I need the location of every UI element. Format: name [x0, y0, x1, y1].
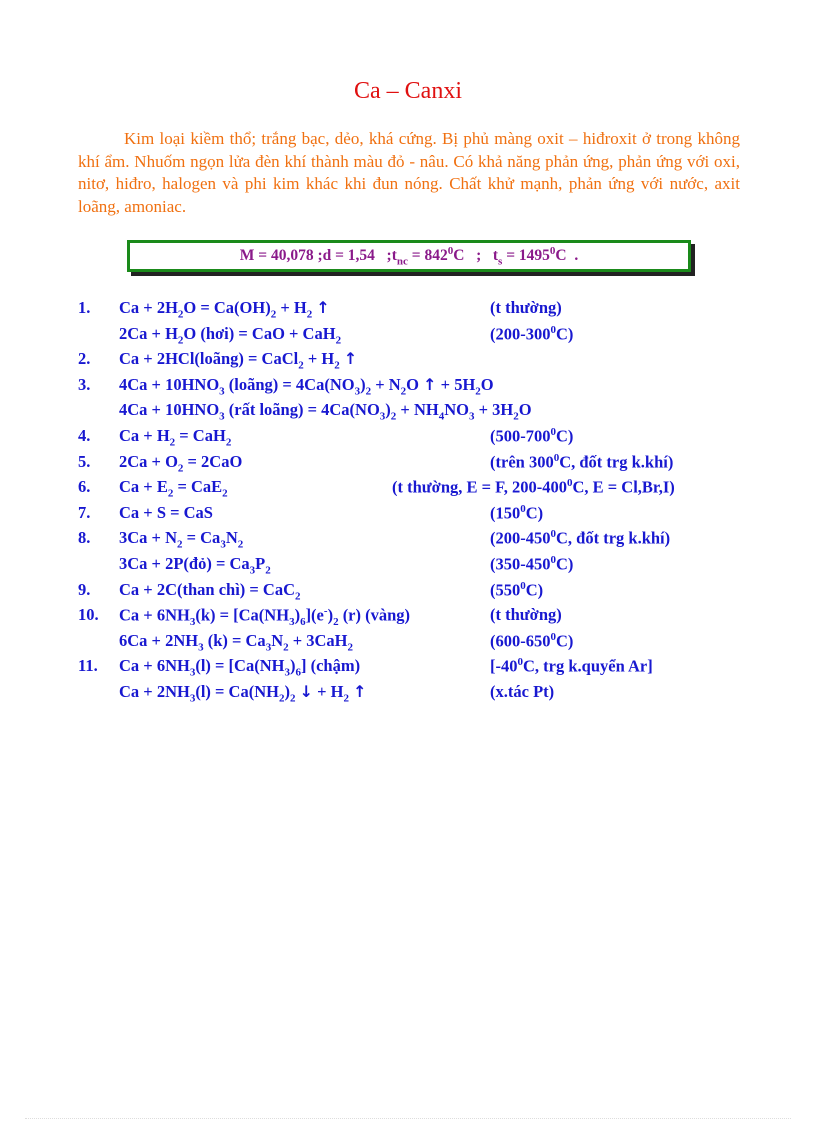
- molar-mass: M = 40,078 ;: [239, 247, 323, 264]
- reaction-condition: $(200-300^0C)$: [490, 323, 574, 344]
- reaction-equation: 3Ca + 2P(đỏ) = $Ca_3P_2$: [119, 554, 271, 577]
- reaction-equation: $Ca + 2NH_3(l) = Ca(NH_2)_2$ ↓ + $H_2$ ↑: [119, 682, 367, 705]
- density: d = 1,54 ;: [322, 247, 392, 264]
- reaction-row: [0, 580, 816, 604]
- reaction-number: 2.: [78, 349, 91, 369]
- properties-box: M = 40,078 ; d = 1,54 ; $t_{nc} = 842^0C$ ; $t_s = 1495^0C$ .: [127, 240, 691, 272]
- reaction-row: [0, 349, 816, 373]
- reaction-row: [0, 298, 816, 322]
- reaction-equation: $Ca + 2H_2O = Ca(OH)_2 + H_2$ ↑: [119, 298, 330, 321]
- reaction-equation: $Ca + 6NH_3(k) = [Ca(NH_3)_6](e^-)_2$ (r) (vàng): [119, 605, 411, 628]
- reaction-condition: ($200-450^0C$, đốt trg k.khí): [490, 528, 671, 548]
- reaction-condition: (t thường): [490, 605, 562, 625]
- reaction-condition: (t thường, E = F, $200-400^0C$, E = Cl,Br,I): [392, 477, 675, 497]
- reaction-condition: $(350-450^0C)$: [490, 554, 574, 574]
- reaction-condition: $(150^0C)$: [490, 502, 544, 523]
- reaction-number: 7.: [78, 502, 91, 522]
- reaction-row: [0, 426, 816, 450]
- reaction-number: 3.: [78, 374, 91, 394]
- reaction-equation: $Ca + E_2 = CaE_2$: [119, 477, 228, 500]
- intro-paragraph: Kim loại kiềm thổ; trắng bạc, dẻo, khá cứng. Bị phủ màng oxit – hiđroxit ở trong không khí ẩm. Nhuốm ngọn lửa đèn khí thành màu đỏ - nâu. Có khả năng phản ứng, phản ứng với oxi, nitơ, hiđro, halogen và phi kim khác khi đun nóng. Chất khử mạnh, phản ứng với nước, axit loãng, amoniac.: [78, 129, 740, 216]
- reaction-condition: (trên $300^0C$, đốt trg k.khí): [490, 451, 674, 472]
- reaction-number: 4.: [78, 426, 91, 445]
- reaction-condition: (t thường): [490, 298, 562, 317]
- reaction-row: [0, 503, 816, 527]
- page-bottom-divider: [25, 1118, 791, 1119]
- reaction-equation: Ca + 2HCl(loãng) = CaCl$_2$ + $H_2$ ↑: [119, 349, 358, 372]
- reaction-equation: Ca + 2C(than chì) = CaC$_2$: [119, 579, 301, 602]
- reaction-condition: (x.tác Pt): [490, 682, 555, 701]
- reaction-row: [0, 631, 816, 655]
- reaction-row: [0, 375, 816, 399]
- reaction-condition: $(500-700^0C)$: [490, 426, 574, 446]
- reaction-condition: [$-40^0C$, trg k.quyển Ar]: [490, 656, 653, 676]
- reaction-condition: $(550^0C)$: [490, 579, 544, 600]
- reaction-row: [0, 324, 816, 348]
- reaction-row: [0, 554, 816, 578]
- reaction-row: [0, 656, 816, 680]
- reaction-number: 10.: [78, 605, 99, 625]
- reaction-condition: $(600-650^0C)$: [490, 630, 574, 651]
- reaction-row: [0, 605, 816, 629]
- melting-point: $t_{nc} = 842^0C$: [391, 244, 465, 268]
- reaction-number: 5.: [78, 451, 91, 471]
- reaction-equation: $6Ca + 2NH_3$ $(k) = Ca_3N_2 + 3CaH_2$: [119, 630, 354, 654]
- reaction-number: 6.: [78, 477, 91, 497]
- reaction-number: 1.: [78, 298, 91, 317]
- reaction-equation: $Ca + H_2 = CaH_2$: [119, 426, 232, 449]
- reaction-equation: Ca + S = CaS: [119, 502, 213, 522]
- reaction-equation: $4Ca + 10HNO_3$ (loãng) = $4Ca(NO_3)_2 + N_2O$ ↑ + $5H_2O$: [119, 374, 494, 398]
- reaction-row: [0, 400, 816, 424]
- reaction-equation: $2Ca + O_2 = 2CaO$: [119, 451, 243, 474]
- reaction-equation: $2Ca + H_2O$ (hơi) = CaO + CaH$_2$: [119, 323, 342, 346]
- reaction-number: 9.: [78, 579, 91, 599]
- reaction-row: [0, 682, 816, 706]
- reaction-number: 11.: [78, 656, 98, 676]
- reaction-row: [0, 477, 816, 501]
- reaction-row: [0, 452, 816, 476]
- reaction-row: [0, 528, 816, 552]
- reaction-equation: $3Ca + N_2 = Ca_3N_2$: [119, 528, 244, 551]
- boiling-point: $t_s = 1495^0C$ .: [492, 244, 579, 268]
- reaction-equation: $Ca + 6NH_3(l) = [Ca(NH_3)_6]$ (chậm): [119, 656, 361, 679]
- reaction-number: 8.: [78, 528, 91, 548]
- reaction-equation: $4Ca + 10HNO_3$ (rất loãng) = $4Ca(NO_3)_2 + NH_4NO_3 + 3H_2O$: [119, 400, 532, 423]
- page-title: Ca – Canxi: [354, 78, 462, 104]
